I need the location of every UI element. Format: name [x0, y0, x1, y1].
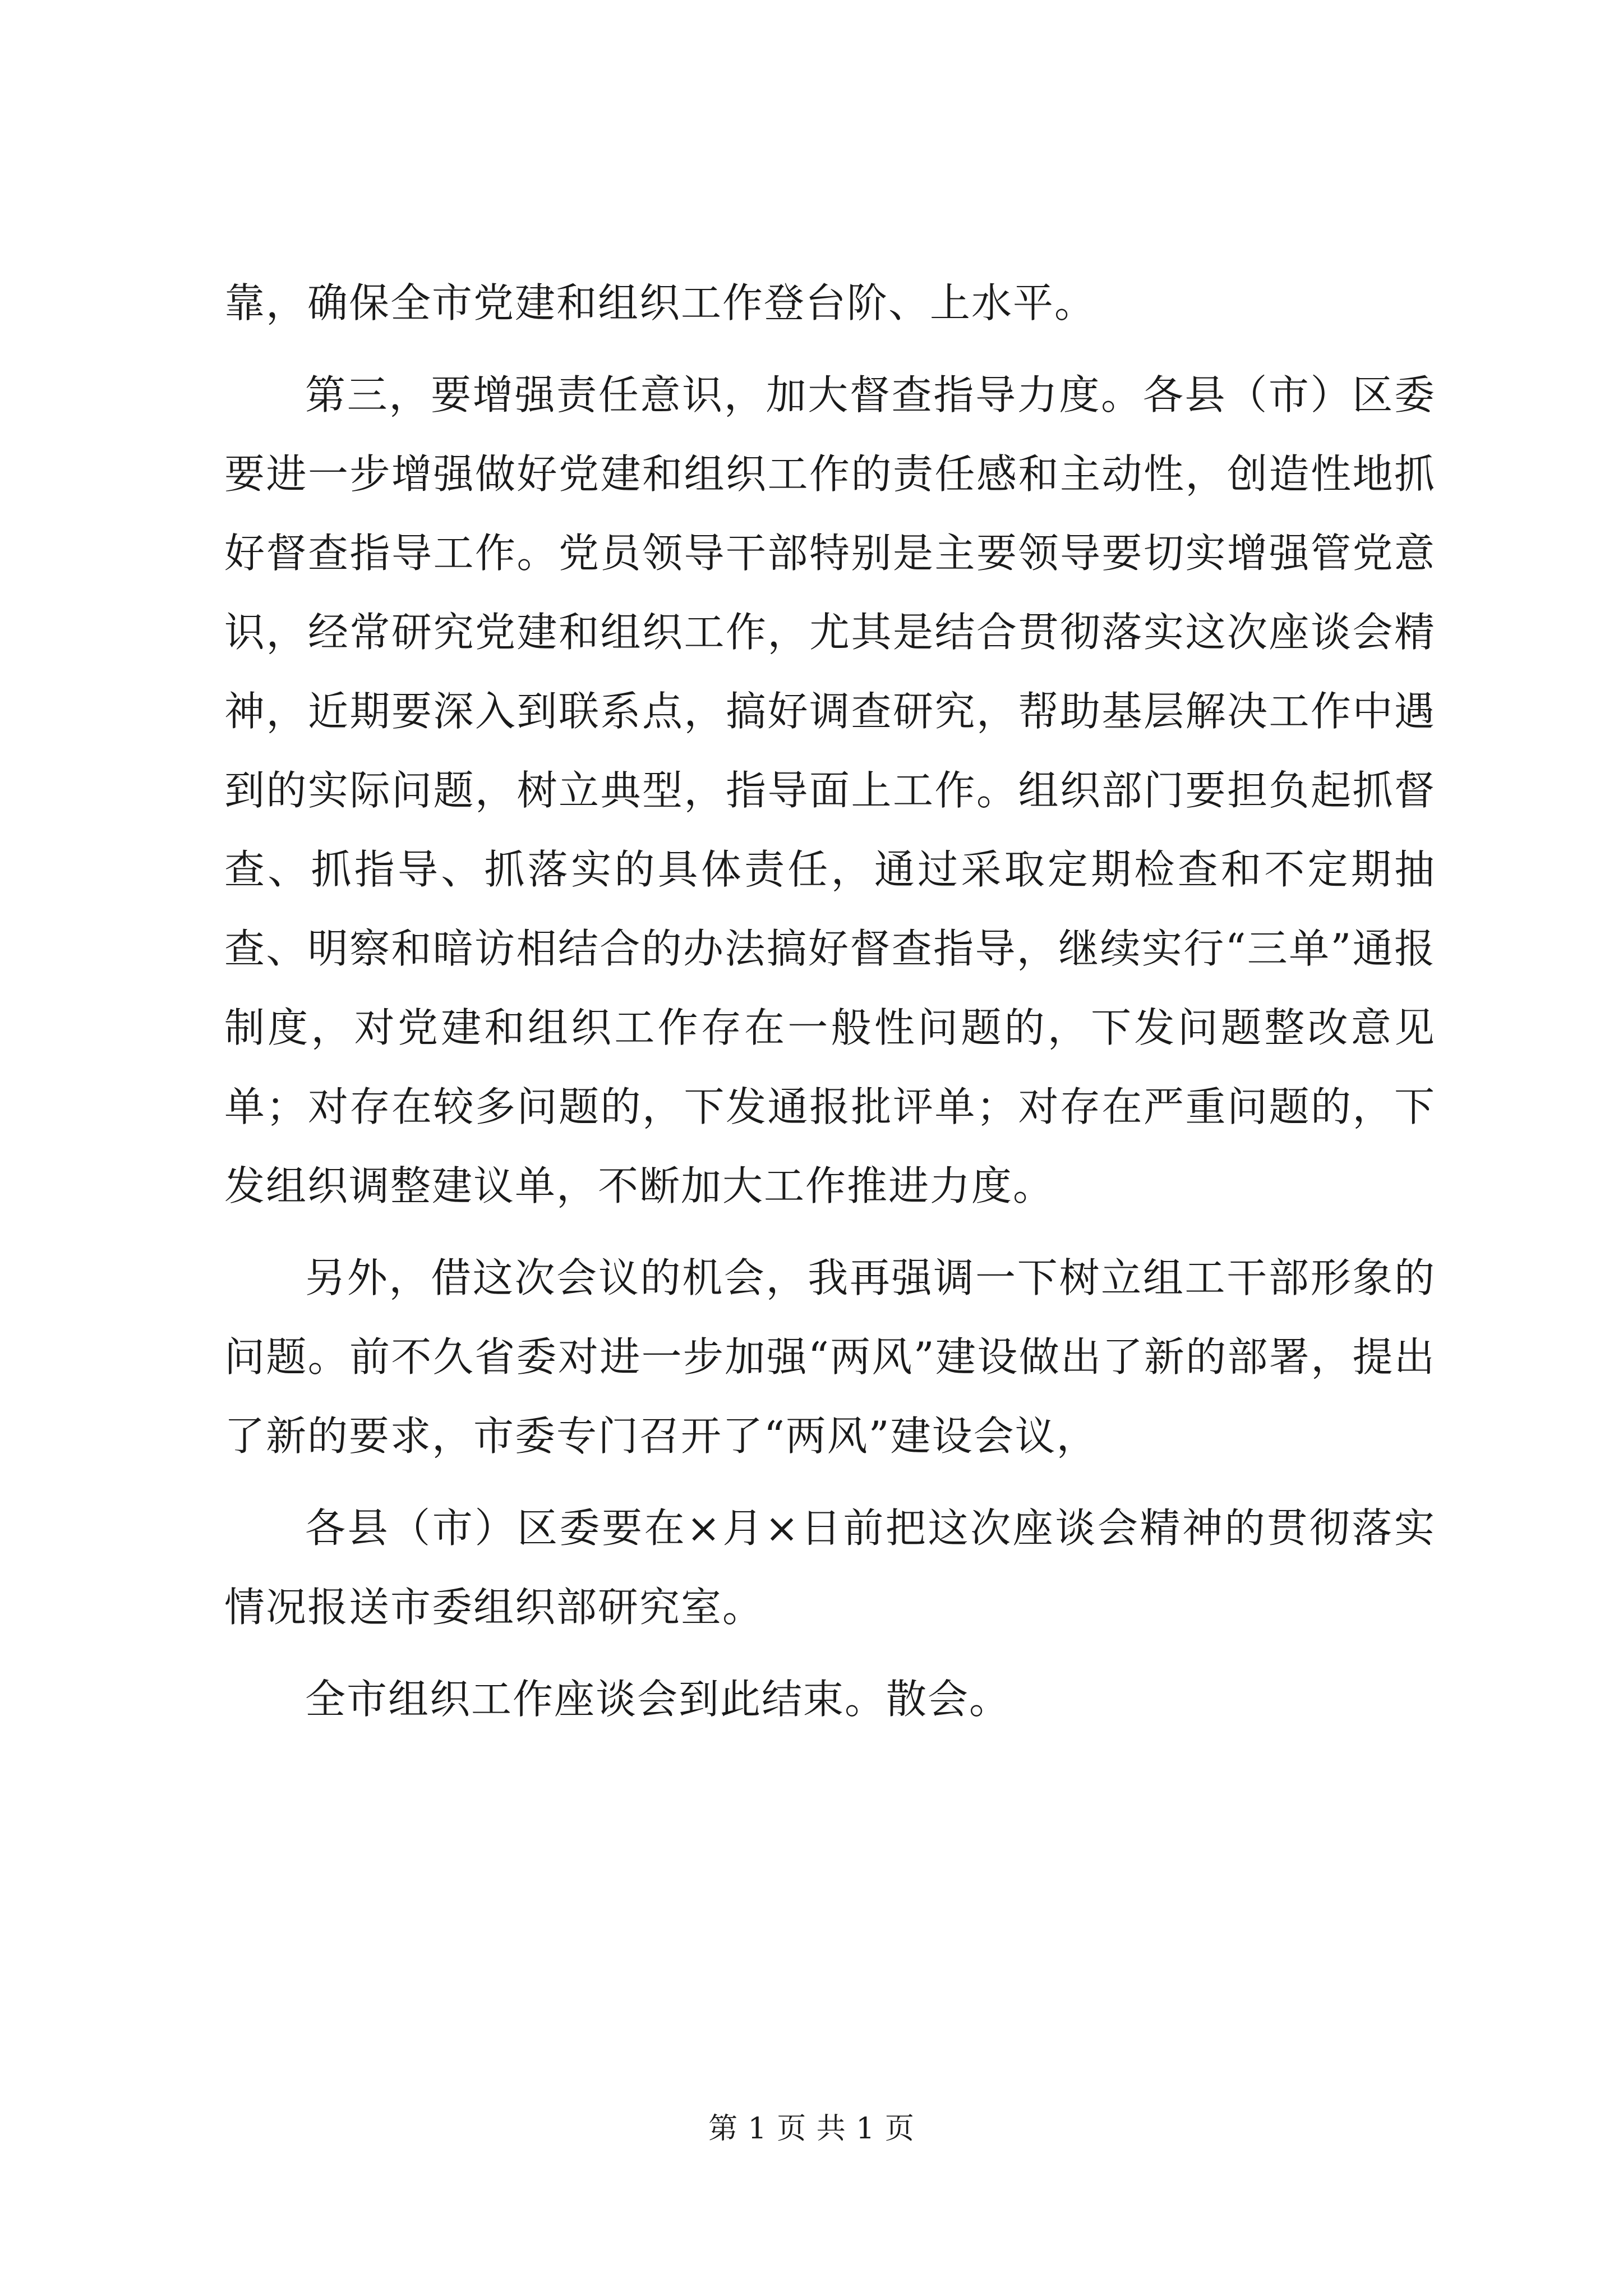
page-footer: 第 1 页 共 1 页 — [708, 2112, 915, 2146]
paragraph-4: 各县（市）区委要在×月×日前把这次座谈会精神的贯彻落实情况报送市委组织部研究室。 — [224, 1504, 1436, 1631]
paragraph-1: 靠，确保全市党建和组织工作登台阶、上水平。 — [224, 279, 1096, 326]
document-body — [224, 264, 1436, 1752]
paragraph-5: 全市组织工作座谈会到此结束。散会。 — [305, 1676, 1011, 1723]
paragraph-3: 另外，借这次会议的机会，我再强调一下树立组工干部形象的问题。前不久省委对进一步加强“两风”建设做出了新的部署，提出了新的要求，市委专门召开了“两风”建设会议， — [224, 1254, 1436, 1460]
paragraph-2: 第三，要增强责任意识，加大督查指导力度。各县（市）区委要进一步增强做好党建和组织工作的责任感和主动性，创造性地抓好督查指导工作。党员领导干部特别是主要领导要切实增强管党意识，经常研究党建和组织工作，尤其是结合贯彻落实这次座谈会精神，近期要深入到联系点，搞好调查研究，帮助基层解决工作中遇到的实际问题，树立典型，指导面上工作。组织部门要担负起抓督查、抓指导、抓落实的具体责任，通过采取定期检查和不定期抽查、明察和暗访相结合的办法搞好督查指导，继续实行“三单”通报制度，对党建和组织工作存在一般性问题的，下发问题整改意见单；对存在较多问题的，下发通报批评单；对存在严重问题的，下发组织调整建议单，不断加大工作推进力度。 — [224, 371, 1436, 1209]
